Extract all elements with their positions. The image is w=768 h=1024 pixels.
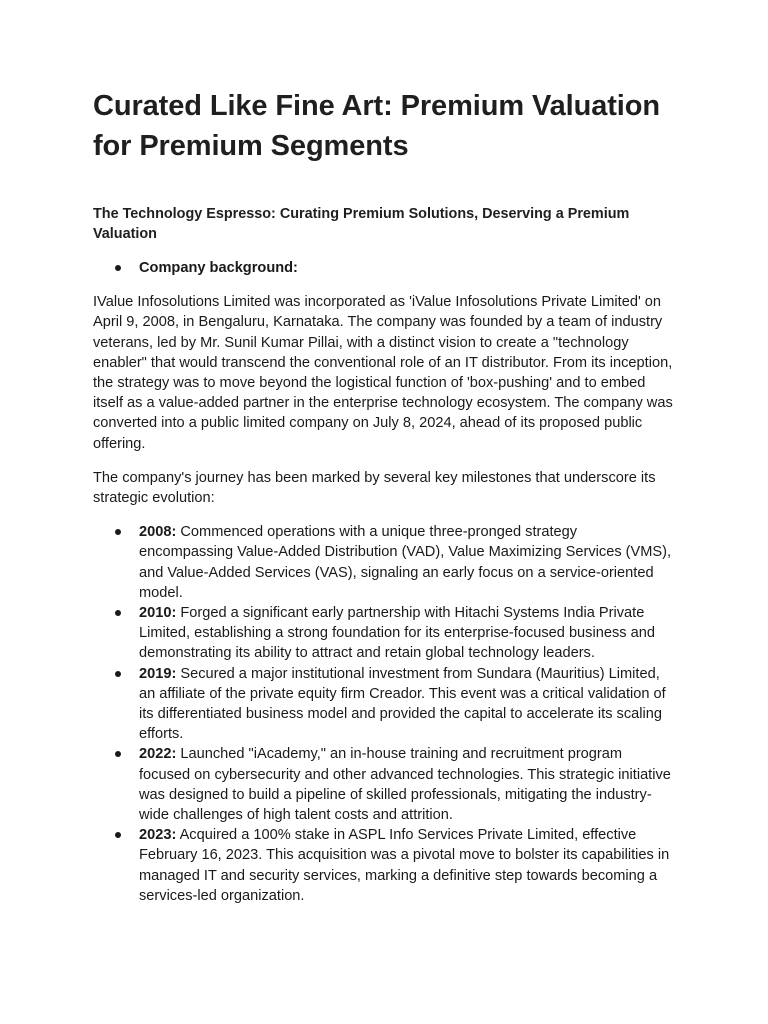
section-list xyxy=(93,258,674,278)
milestone-year: 2022: xyxy=(139,746,177,763)
milestone-year: 2010: xyxy=(139,605,177,622)
milestone-year: 2019: xyxy=(139,665,177,682)
company-background-paragraph: IValue Infosolutions Limited was incorporated as 'iValue Infosolutions Private Limited' on April 9, 2008, in Bengaluru, Karnataka. The company was founded by a team of industry veterans, led by Mr. Sunil Kumar Pillai, with a distinct vision to create a "technology enabler" that would transcend the conventional role of an IT distributor. From its inception, the strategy was to move beyond the logistical function of 'box-pushing' and to embed itself as a value-added partner in the enterprise technology ecosystem. The company was converted into a public limited company on July 8, 2024, ahead of its proposed public offering. xyxy=(93,294,673,452)
milestone-year: 2023: xyxy=(139,827,177,844)
document-title: Curated Like Fine Art: Premium Valuation for Premium Segments xyxy=(93,90,660,162)
section-heading-company-background: Company background: xyxy=(93,258,674,278)
milestone-item-2022 xyxy=(93,744,674,825)
milestone-text: Secured a major institutional investment from Sundara (Mauritius) Limited, an affiliate of the private equity firm Creador. This event was a critical validation of its differentiated business model and provided the capital to accelerate its scaling efforts. xyxy=(139,665,666,743)
milestone-text: Acquired a 100% stake in ASPL Info Services Private Limited, effective February 16, 2023. This acquisition was a pivotal move to bolster its capabilities in managed IT and security services, marking a definitive step towards becoming a services-led organization. xyxy=(139,827,670,904)
milestone-item-2019 xyxy=(93,664,674,745)
milestone-year: 2008: xyxy=(139,524,177,541)
milestone-text: Launched "iAcademy," an in-house training and recruitment program focused on cybersecurity and other advanced technologies. This strategic initiative was designed to build a pipeline of skilled professionals, mitigating the industry-wide challenges of high talent costs and attrition. xyxy=(139,746,671,824)
document-subtitle: The Technology Espresso: Curating Premium Solutions, Deserving a Premium Valuation xyxy=(93,206,630,242)
milestone-text: Forged a significant early partnership with Hitachi Systems India Private Limited, establishing a strong foundation for its enterprise-focused business and demonstrating its ability to attract and retain global technology leaders. xyxy=(139,605,655,662)
milestones-intro-paragraph: The company's journey has been marked by several key milestones that underscore its strategic evolution: xyxy=(93,469,656,507)
milestone-item-2008 xyxy=(93,522,674,603)
milestone-item-2010 xyxy=(93,603,674,664)
milestone-text: Commenced operations with a unique three-pronged strategy encompassing Value-Added Distribution (VAD), Value Maximizing Services (VMS), and Value-Added Services (VAS), signaling an early focus on a service-oriented model. xyxy=(139,524,672,601)
milestone-list xyxy=(93,522,674,906)
milestone-item-2023 xyxy=(93,825,674,906)
